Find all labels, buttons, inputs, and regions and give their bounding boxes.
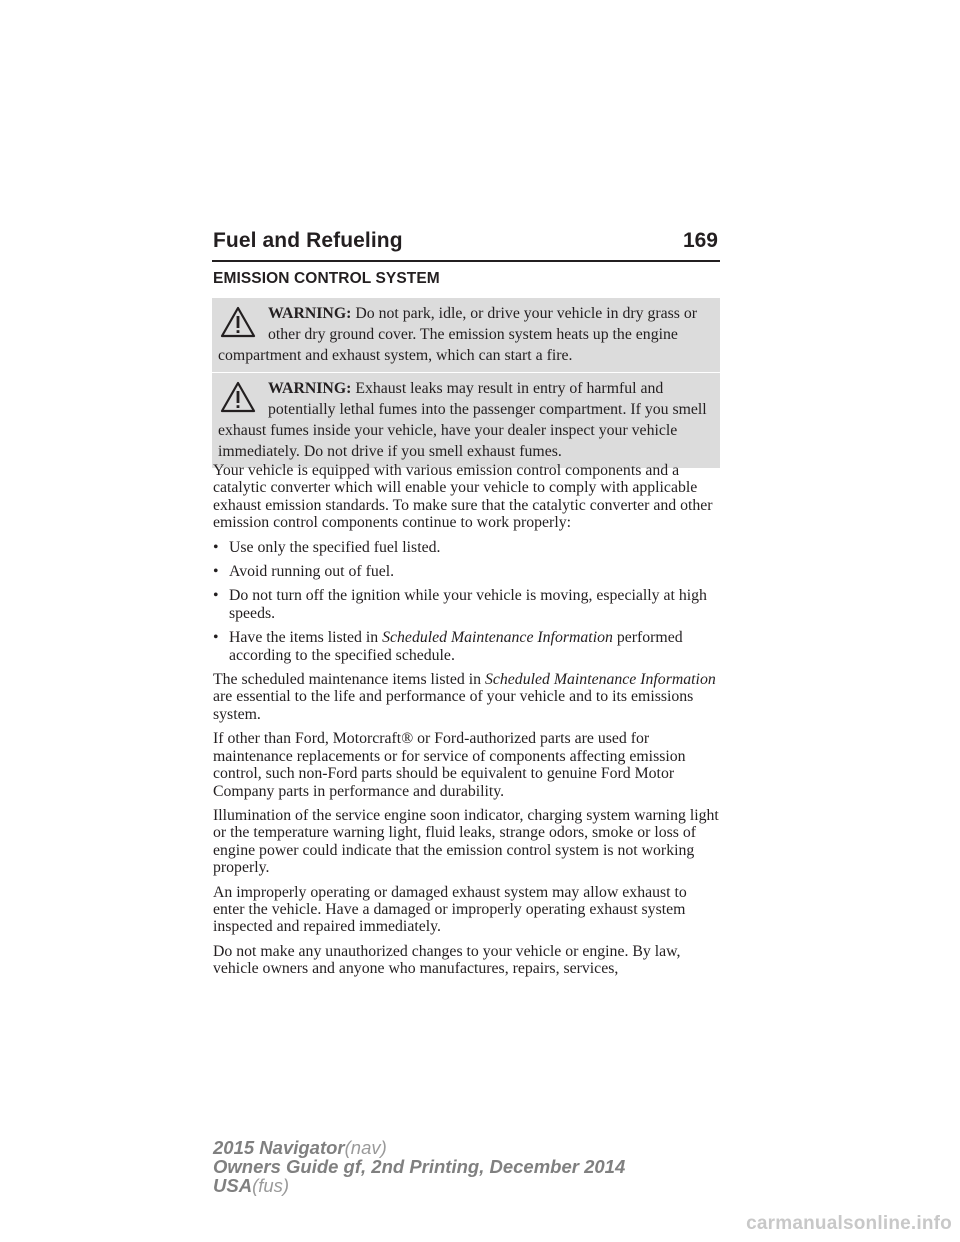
warning-label: WARNING:	[268, 380, 352, 397]
footer-model: 2015 Navigator	[213, 1137, 345, 1158]
footer-guide: Owners Guide gf, 2nd Printing, December 2014	[213, 1156, 626, 1177]
warning-box	[212, 373, 720, 468]
body-text	[213, 462, 721, 985]
footer-market: USA	[213, 1175, 253, 1196]
paragraph: If other than Ford, Motorcraft® or Ford-authorized parts are used for maintenance replacements or for service of components affecting emission control, such non-Ford parts should be equivalent to genuine Ford Motor Company parts in performance and durability.	[213, 730, 686, 800]
list-item	[213, 539, 721, 556]
list-item	[213, 563, 721, 580]
intro-paragraph: Your vehicle is equipped with various emission control components and a catalytic converter which will enable your vehicle to comply with applicable exhaust emission standards. To make sure that the catalytic converter and other emission control components continue to work properly:	[213, 462, 713, 532]
warning-text: Exhaust leaks may result in entry of harmful and potentially lethal fumes into the passenger compartment. If you smell exhaust fumes inside your vehicle, have your dealer inspect your vehicle immediately. Do not drive if you smell exhaust fumes.	[218, 380, 707, 460]
list-item	[213, 629, 721, 664]
warning-label: WARNING:	[268, 305, 352, 322]
page-number: 169	[682, 229, 718, 252]
warning-triangle-icon	[220, 306, 256, 338]
section-heading: EMISSION CONTROL SYSTEM	[213, 270, 440, 287]
list-item-text: Avoid running out of fuel.	[229, 563, 395, 581]
section-title: Fuel and Refueling	[213, 229, 403, 252]
list-item-text: Do not turn off the ignition while your vehicle is moving, especially at high speeds.	[229, 587, 707, 622]
warning-triangle-icon	[220, 381, 256, 413]
paragraph: An improperly operating or damaged exhaust system may allow exhaust to enter the vehicle. Have a damaged or improperly operating exhaust system inspected and repaired immediately.	[213, 883, 687, 936]
paragraph: Illumination of the service engine soon indicator, charging system warning light or the temperature warning light, fluid leaks, strange odors, smoke or loss of engine power could indicate that the emission control system is not working properly.	[213, 806, 719, 877]
list-item	[213, 587, 721, 622]
list-item-text: Have the items listed in	[229, 629, 383, 647]
bullet-icon: •	[213, 629, 219, 647]
list-item-text: Use only the specified fuel listed.	[229, 538, 441, 556]
paragraph-text: The scheduled maintenance items listed in	[213, 671, 485, 689]
bullet-icon: •	[213, 587, 219, 605]
cross-reference: Scheduled Maintenance Information	[484, 671, 716, 689]
watermark: carmanualsonline.info	[746, 1213, 952, 1234]
page-header	[212, 226, 720, 262]
list-item-text: performed according to the specified schedule.	[229, 629, 683, 664]
footer-model-code: (nav)	[344, 1137, 387, 1158]
warning-text: Do not park, idle, or drive your vehicle in dry grass or other dry ground cover. The emission system heats up the engine compartment and exhaust system, which can start a fire.	[218, 305, 698, 364]
paragraph-text: are essential to the life and performance of your vehicle and to its emissions system.	[213, 688, 694, 723]
document-footer	[213, 1138, 625, 1195]
warning-box	[212, 298, 720, 372]
footer-market-code: (fus)	[252, 1175, 290, 1196]
cross-reference: Scheduled Maintenance Information	[382, 629, 613, 647]
bullet-icon: •	[213, 563, 219, 581]
paragraph: Do not make any unauthorized changes to your vehicle or engine. By law, vehicle owners and anyone who manufactures, repairs, services,	[213, 942, 681, 978]
bullet-icon: •	[213, 538, 219, 556]
paragraph	[213, 671, 721, 723]
